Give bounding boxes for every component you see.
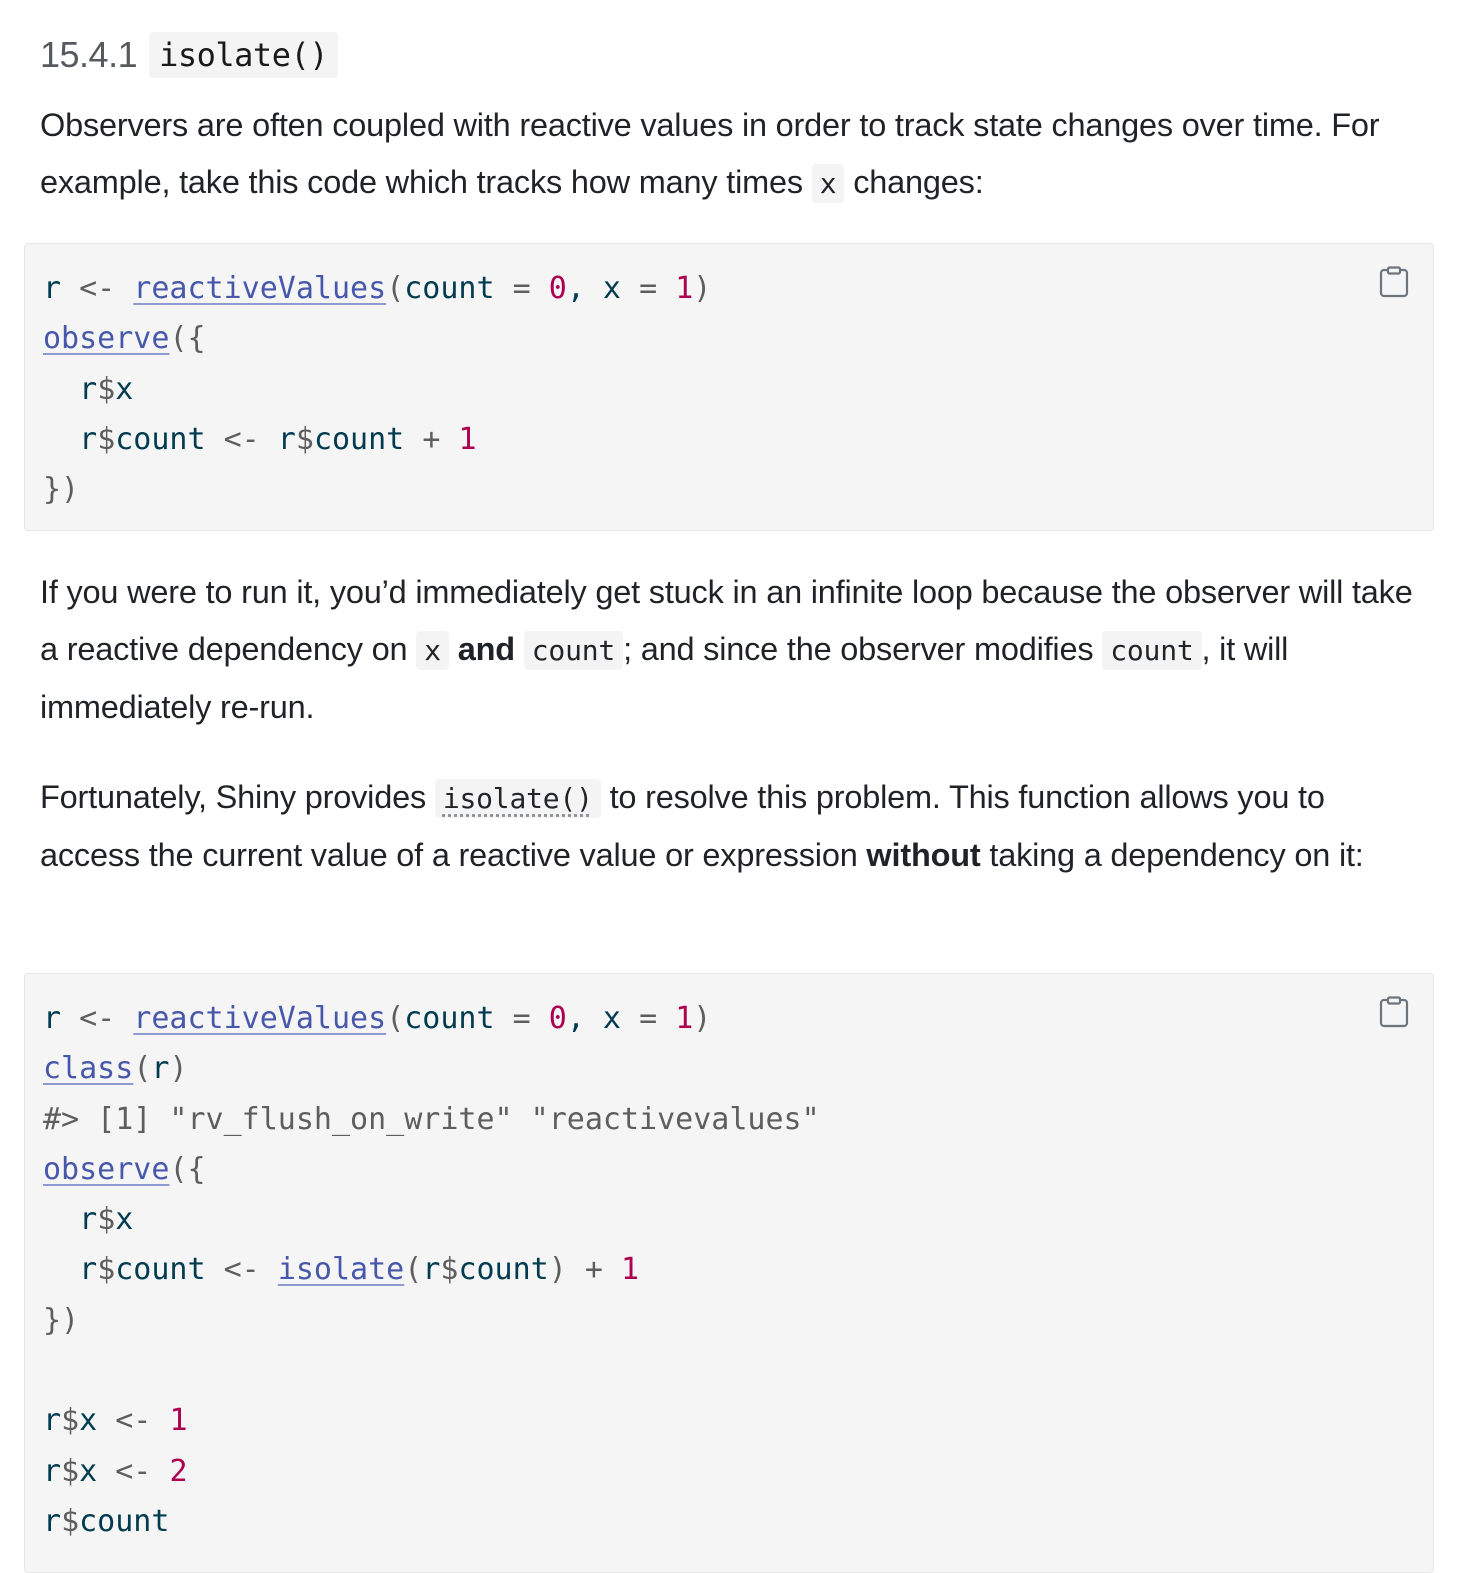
code-token: count [404, 271, 513, 306]
code-token: x [115, 1202, 134, 1238]
paragraph-text: ; and since the observer modifies [623, 631, 1103, 667]
inline-code-count: count [524, 631, 623, 670]
code-token: $ [97, 371, 116, 407]
code-token: 1 [675, 1001, 694, 1036]
code-token: r [79, 371, 98, 407]
code-token: r [151, 1051, 170, 1087]
code-line [43, 264, 1415, 314]
code-token: $ [61, 1403, 80, 1439]
code-line [43, 1245, 1415, 1295]
code-token [151, 1403, 169, 1438]
code-function-link[interactable]: observe [43, 1151, 170, 1187]
section-heading-code: isolate() [149, 32, 338, 78]
code-token: ( [386, 1001, 405, 1036]
code-token: r [79, 421, 98, 457]
code-token: r [43, 271, 80, 306]
code-line [43, 1195, 1415, 1245]
code-token: , x [566, 271, 640, 306]
code-token: ( [404, 1252, 423, 1288]
code-token: + [584, 1252, 603, 1288]
code-token: r [43, 1001, 80, 1036]
code-token [115, 1001, 133, 1036]
code-block-1 [24, 243, 1434, 531]
clipboard-icon [1379, 266, 1409, 298]
code-token: = [512, 271, 531, 306]
code-line [43, 1296, 1415, 1346]
code-indent [43, 372, 79, 407]
paragraph-text: changes: [844, 164, 984, 200]
code-indent [43, 1252, 79, 1287]
code-token: <- [115, 1403, 152, 1439]
section-heading [40, 32, 338, 78]
isolate-link[interactable]: isolate() [435, 779, 601, 818]
code-lines [43, 994, 1415, 1547]
code-token: ) [548, 1252, 567, 1288]
paragraph-text: , it will immediately re-run. [40, 631, 1289, 725]
code-token: $ [61, 1503, 80, 1539]
code-token: <- [79, 271, 116, 306]
code-token: r [43, 1503, 62, 1539]
code-token: r [422, 1252, 441, 1288]
code-block-2 [24, 973, 1434, 1573]
code-token: x [115, 371, 134, 407]
code-token: x [79, 1403, 116, 1439]
code-token [260, 1252, 278, 1287]
code-token: ( [386, 271, 405, 306]
paragraph-text: taking a dependency on it: [980, 837, 1364, 873]
code-function-link[interactable]: reactiveValues [133, 1001, 387, 1036]
code-token: ({ [169, 1151, 206, 1187]
code-token: , x [566, 1001, 640, 1036]
code-token: r [259, 421, 296, 457]
code-line [43, 415, 1415, 465]
paragraph-text: to resolve this problem. This function allows you to access the current value of a reactive value or expression [40, 779, 1325, 873]
paragraph-text: Observers are often coupled with reactive values in order to track state changes over time. For example, take this code which tracks how many times [40, 107, 1380, 200]
code-token: = [639, 271, 658, 306]
code-line [43, 1044, 1415, 1094]
code-token [567, 1252, 585, 1287]
code-line [43, 465, 1415, 515]
copy-code-button[interactable] [1379, 266, 1409, 298]
code-token: 0 [548, 1001, 567, 1036]
code-token: <- [223, 1252, 260, 1288]
code-token: $ [295, 421, 314, 457]
code-token: count [115, 1252, 224, 1288]
clipboard-icon [1379, 996, 1409, 1028]
copy-code-button[interactable] [1379, 996, 1409, 1028]
code-token: count [313, 421, 423, 457]
code-token: }) [43, 472, 80, 508]
code-token: count [115, 421, 224, 457]
code-indent [43, 422, 79, 457]
code-token: 2 [169, 1453, 188, 1489]
code-token: ) [693, 1001, 712, 1036]
paragraph-infinite-loop [40, 564, 1430, 736]
paragraph-isolate [40, 769, 1430, 884]
code-token [603, 1252, 621, 1287]
code-function-link[interactable]: isolate [277, 1252, 405, 1288]
code-token: 1 [621, 1252, 640, 1288]
code-token [531, 271, 549, 306]
code-line [43, 1095, 1415, 1145]
code-line [43, 1447, 1415, 1497]
bold-text: and [448, 631, 524, 667]
code-token: 0 [548, 271, 567, 306]
code-token: 1 [458, 421, 477, 457]
code-token: ) [169, 1051, 188, 1087]
code-token: x [79, 1453, 116, 1489]
code-line [43, 1346, 1415, 1396]
code-token: }) [43, 1302, 80, 1338]
code-token: count [79, 1503, 170, 1539]
code-indent [43, 1202, 79, 1237]
code-token: <- [223, 421, 260, 457]
code-token [115, 271, 133, 306]
code-token: ) [693, 271, 712, 306]
code-lines [43, 264, 1415, 515]
code-token: ( [133, 1051, 152, 1087]
code-token: $ [440, 1252, 459, 1288]
paragraph-text: If you were to run it, you’d immediately get stuck in an infinite loop because the observer will take a reactive dependency on [40, 574, 1413, 667]
code-token: = [512, 1001, 531, 1036]
code-token: $ [97, 421, 116, 457]
code-token [151, 1454, 169, 1489]
code-line [43, 1497, 1415, 1547]
code-token: $ [97, 1252, 116, 1288]
inline-code-count: count [1102, 631, 1201, 670]
code-token: count [404, 1001, 513, 1036]
code-line [43, 1145, 1415, 1195]
code-token: <- [115, 1453, 152, 1489]
code-token: ({ [169, 321, 206, 357]
code-line [43, 1396, 1415, 1446]
code-function-link[interactable]: class [43, 1051, 134, 1087]
code-token: #> [1] "rv_flush_on_write" "reactivevalues" [43, 1101, 820, 1137]
code-token: 1 [675, 271, 694, 306]
bold-text: without [866, 837, 981, 873]
code-token [657, 1001, 675, 1036]
section-number: 15.4.1 [40, 34, 138, 75]
paragraph-text: Fortunately, Shiny provides [40, 779, 435, 815]
code-token [531, 1001, 549, 1036]
code-token: $ [61, 1453, 80, 1489]
paragraph-intro [40, 97, 1430, 212]
inline-code-x: x [812, 164, 845, 203]
code-token: r [79, 1252, 98, 1288]
code-token [657, 271, 675, 306]
code-token: count [458, 1252, 549, 1288]
code-function-link[interactable]: observe [43, 321, 170, 357]
code-line [43, 994, 1415, 1044]
code-token: r [43, 1403, 62, 1439]
code-function-link[interactable]: reactiveValues [133, 271, 387, 306]
code-line [43, 314, 1415, 364]
code-token [440, 422, 458, 457]
code-token: + [422, 421, 441, 457]
inline-code-x: x [416, 631, 449, 670]
code-token: r [43, 1453, 62, 1489]
code-token: $ [97, 1202, 116, 1238]
code-token: r [79, 1202, 98, 1238]
code-token: = [639, 1001, 658, 1036]
code-token: 1 [169, 1403, 188, 1439]
code-line [43, 365, 1415, 415]
code-token: <- [79, 1001, 116, 1036]
